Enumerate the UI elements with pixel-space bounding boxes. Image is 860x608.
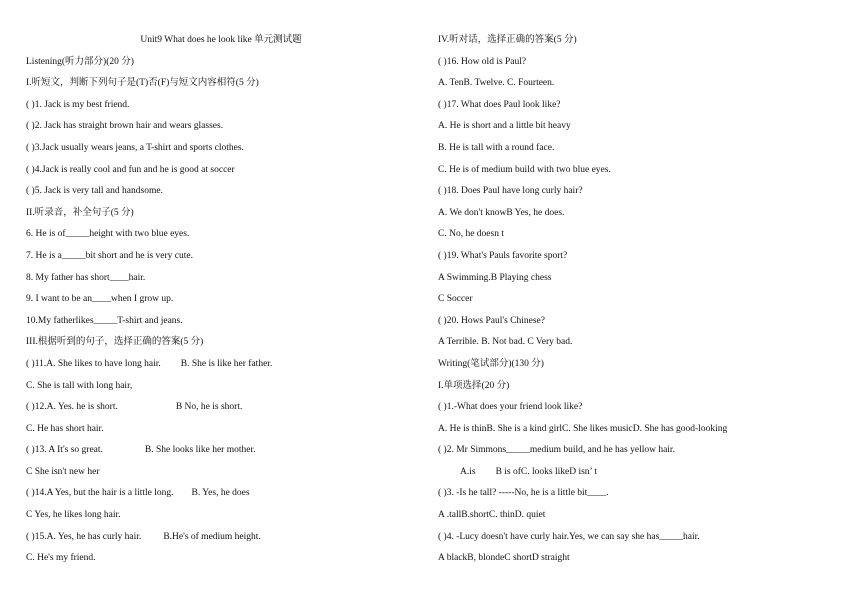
question-14 bbox=[26, 483, 416, 505]
question-17-option-a: A. He is short and a little bit heavy bbox=[438, 121, 571, 132]
question-19-option-c: C Soccer bbox=[438, 294, 473, 305]
writing-question-2-options bbox=[438, 462, 838, 484]
question-18-options-ab: A. We don't knowB Yes, he does. bbox=[438, 207, 565, 218]
writing-question-2: ( )2. Mr Simmons_____medium build, and he has yellow hair. bbox=[438, 445, 675, 456]
question-17: ( )17. What does Paul look like? bbox=[438, 99, 561, 110]
question-12 bbox=[26, 397, 416, 419]
question-14-option-b: B. Yes, he does bbox=[191, 488, 250, 499]
question-19: ( )19. What's Pauls favorite sport? bbox=[438, 250, 568, 261]
section-5-heading: I.单项选择(20 分) bbox=[438, 380, 510, 391]
question-17-option-c: C. He is of medium build with two blue eyes. bbox=[438, 164, 611, 175]
writing-question-1-options: A. He is thinB. She is a kind girlC. She likes musicD. She has good-looking bbox=[438, 423, 728, 434]
writing-question-1: ( )1.-What does your friend look like? bbox=[438, 402, 583, 413]
writing-question-2-option-a: A.is bbox=[460, 466, 476, 477]
question-17-option-b: B. He is tall with a round face. bbox=[438, 142, 555, 153]
question-11-option-c: C. She is tall with long hair, bbox=[26, 380, 133, 391]
question-5: ( )5. Jack is very tall and handsome. bbox=[26, 186, 163, 197]
question-7: 7. He is a_____bit short and he is very cute. bbox=[26, 250, 194, 261]
section-1-heading: I.听短文，判断下列句子是(T)否(F)与短文内容相符(5 分) bbox=[26, 78, 259, 89]
right-column bbox=[438, 30, 838, 570]
question-15-option-a: ( )15.A. Yes, he has curly hair. bbox=[26, 531, 142, 542]
left-column bbox=[26, 30, 416, 570]
question-18-option-c: C. No, he doesn t bbox=[438, 229, 504, 240]
question-13-option-b: B. She looks like her mother. bbox=[144, 445, 256, 456]
question-13 bbox=[26, 440, 416, 462]
section-2-heading: II.听录音，补全句子(5 分) bbox=[26, 207, 134, 218]
document-title: Unit9 What does he look like 单元测试题 bbox=[140, 35, 302, 45]
question-8: 8. My father has short____hair. bbox=[26, 272, 146, 283]
question-10: 10.My fatherlikes_____T-shirt and jeans. bbox=[26, 315, 183, 326]
question-4: ( )4.Jack is really cool and fun and he is good at soccer bbox=[26, 164, 235, 175]
question-16: ( )16. How old is Paul? bbox=[438, 56, 527, 67]
writing-question-4: ( )4. -Lucy doesn't have curly hair.Yes, we can say she has_____hair. bbox=[438, 531, 700, 542]
question-1: ( )1. Jack is my best friend. bbox=[26, 99, 130, 110]
question-11-option-b: B. She is like her father. bbox=[180, 358, 273, 369]
question-6: 6. He is of_____height with two blue eyes. bbox=[26, 229, 190, 240]
writing-question-3-options: A .tallB.shortC. thinD. quiet bbox=[438, 510, 546, 521]
question-15-option-c: C. He's my friend. bbox=[26, 553, 96, 564]
question-15-option-b: B.He's of medium height. bbox=[163, 531, 261, 542]
question-15 bbox=[26, 527, 416, 549]
writing-question-4-options: A blackB, blondeC shortD straight bbox=[438, 553, 570, 564]
question-12-option-b: B No, he is short. bbox=[175, 402, 243, 413]
question-3: ( )3.Jack usually wears jeans, a T-shirt and sports clothes. bbox=[26, 142, 244, 153]
question-11-option-a: ( )11.A. She likes to have long hair. bbox=[26, 358, 161, 369]
question-14-option-c: C Yes, he likes long hair. bbox=[26, 510, 121, 521]
question-9: 9. I want to be an____when I grow up. bbox=[26, 294, 174, 305]
question-18: ( )18. Does Paul have long curly hair? bbox=[438, 186, 583, 197]
writing-heading: Writing(笔试部分)(130 分) bbox=[438, 358, 544, 369]
question-11 bbox=[26, 354, 416, 376]
question-20: ( )20. Hows Paul's Chinese? bbox=[438, 315, 545, 326]
question-20-options: A Terrible. B. Not bad. C Very bad. bbox=[438, 337, 573, 348]
question-14-option-a: ( )14.A Yes, but the hair is a little long. bbox=[26, 488, 174, 499]
listening-heading: Listening(听力部分)(20 分) bbox=[26, 56, 134, 67]
writing-question-2-options-bcd: B is ofC. looks likeD isn’ t bbox=[495, 466, 598, 477]
section-4-heading: IV.听对话，选择正确的答案(5 分) bbox=[438, 35, 577, 45]
question-12-option-c: C. He has short hair. bbox=[26, 423, 104, 434]
writing-question-3: ( )3. -Is he tall? -----No, he is a little bit____. bbox=[438, 488, 609, 499]
question-13-option-c: C She isn't new her bbox=[26, 466, 100, 477]
question-12-option-a: ( )12.A. Yes. he is short. bbox=[26, 402, 118, 413]
question-16-options: A. TenB. Twelve. C. Fourteen. bbox=[438, 78, 555, 89]
question-19-options-ab: A Swimming.B Playing chess bbox=[438, 272, 552, 283]
section-3-heading: III.根据听到的句子，选择正确的答案(5 分) bbox=[26, 337, 204, 348]
question-13-option-a: ( )13. A It's so great. bbox=[26, 445, 103, 456]
question-2: ( )2. Jack has straight brown hair and wears glasses. bbox=[26, 121, 224, 132]
